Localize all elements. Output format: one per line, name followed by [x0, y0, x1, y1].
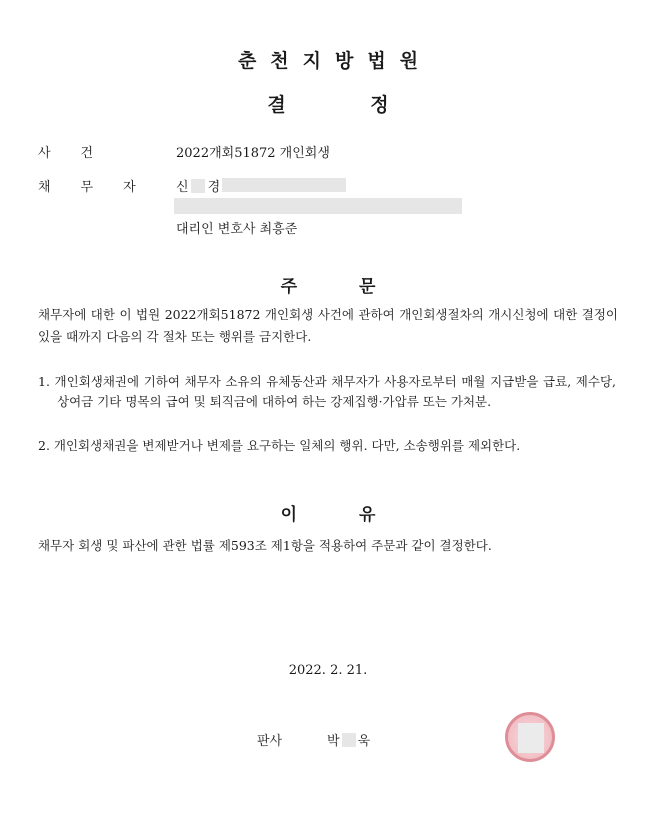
case-label: 사건	[38, 146, 124, 161]
debtor-address-redaction	[174, 198, 462, 214]
judge-name-last: 욱	[357, 734, 371, 749]
seal-redaction	[518, 723, 544, 753]
judge-title: 판사	[257, 734, 283, 749]
debtor-name-redaction	[191, 179, 205, 193]
order-item-1: 1. 개인회생채권에 기하여 채무자 소유의 유체동산과 채무자가 사용자로부터 매월 지급받을 급료, 제수당, 상여금 기타 명목의 급여 및 퇴직금에 대하여 하는 강제집행·가압류 또는 가처분.	[38, 374, 616, 409]
reason-text: 채무자 회생 및 파산에 관한 법률 제593조 제1항을 적용하여 주문과 같이 결정한다.	[38, 538, 492, 553]
judge-name	[327, 730, 370, 749]
document-type-title: 결 정	[267, 94, 389, 116]
debtor-name	[176, 176, 220, 195]
reason-heading: 이 유	[280, 505, 376, 525]
debtor-label: 채무자	[38, 180, 166, 195]
judge-name-first: 박	[327, 734, 340, 749]
decision-date: 2022. 2. 21.	[288, 663, 368, 678]
case-number: 2022개회51872 개인회생	[176, 146, 330, 161]
court-seal	[505, 712, 555, 762]
debtor-name-last: 경	[207, 180, 221, 195]
judge-name-redaction	[342, 733, 356, 747]
order-intro: 채무자에 대한 이 법원 2022개회51872 개인회생 사건에 관하여 개인회생절차의 개시신청에 대한 결정이 있을 때까지 다음의 각 절차 또는 행위를 금지한다.	[38, 307, 618, 344]
court-name: 춘천지방법원	[237, 50, 433, 72]
debtor-id-redaction	[222, 178, 346, 192]
order-heading: 주 문	[280, 277, 376, 297]
attorney: 대리인 변호사 최흥준	[176, 222, 298, 237]
debtor-name-first: 신	[176, 180, 189, 195]
order-item-2: 2. 개인회생채권을 변제받거나 변제를 요구하는 일체의 행위. 다만, 소송행위를 제외한다.	[38, 438, 521, 453]
